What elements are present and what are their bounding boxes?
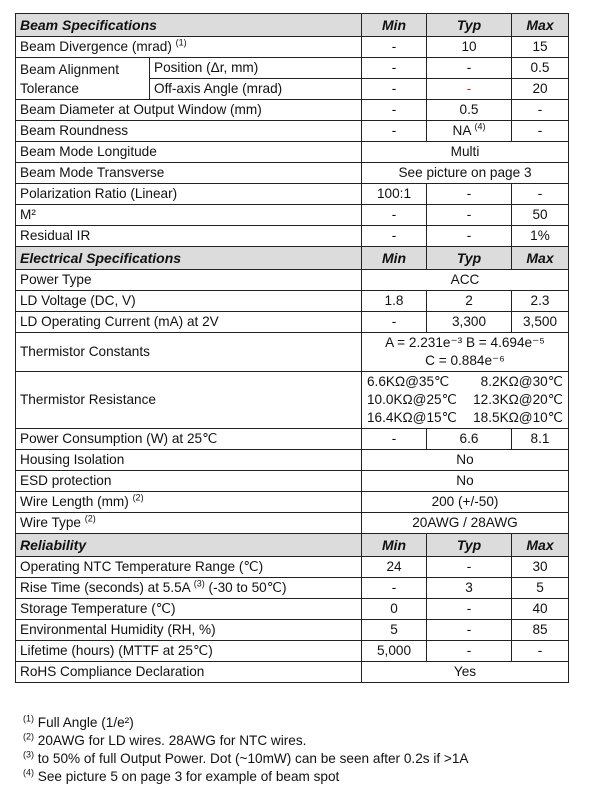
row-label: M²: [16, 205, 362, 226]
max-cell: 40: [512, 599, 569, 620]
table-row: [16, 58, 569, 79]
typ-cell: -: [427, 79, 512, 100]
max-cell: 2.3: [512, 291, 569, 312]
table-row: [16, 312, 569, 333]
row-label: Beam Mode Transverse: [16, 163, 362, 184]
min-cell: 0: [362, 599, 427, 620]
typ-cell: -: [427, 557, 512, 578]
typ-cell: 3: [427, 578, 512, 599]
row-label: LD Voltage (DC, V): [16, 291, 362, 312]
min-cell: 24: [362, 557, 427, 578]
table-row: [16, 450, 569, 471]
min-cell: 100:1: [362, 184, 427, 205]
table-row: [16, 270, 569, 291]
typ-cell: -: [427, 641, 512, 662]
typ-cell: -: [427, 184, 512, 205]
value-cell: No: [362, 450, 569, 471]
max-cell: 1%: [512, 226, 569, 247]
column-typ-header: Typ: [427, 14, 512, 37]
row-label: Environmental Humidity (RH, %): [16, 620, 362, 641]
resistance-value: 16.4KΩ@15℃: [367, 410, 457, 425]
table-row: [16, 184, 569, 205]
row-label: Residual IR: [16, 226, 362, 247]
min-cell: -: [362, 226, 427, 247]
electrical-section-header: [16, 247, 569, 270]
table-row: [16, 372, 569, 429]
column-max-header: Max: [512, 247, 569, 270]
table-row: [16, 513, 569, 534]
table-row: [16, 100, 569, 121]
typ-cell: 10: [427, 37, 512, 58]
table-row: [16, 142, 569, 163]
table-row: [16, 620, 569, 641]
typ-cell: NA $^{(4)}$: [427, 121, 512, 142]
resistance-value: 8.2KΩ@30℃: [480, 374, 563, 389]
constants-line-2: C = 0.884e⁻⁶: [425, 353, 505, 368]
typ-cell: -: [427, 205, 512, 226]
row-label: Polarization Ratio (Linear): [16, 184, 362, 205]
value-cell: ACC: [362, 270, 569, 291]
max-cell: 15: [512, 37, 569, 58]
row-label: Rise Time (seconds) at 5.5A $^{(3)}$ (-30 to 50℃): [16, 578, 362, 599]
typ-cell: 6.6: [427, 429, 512, 450]
value-cell: 20AWG / 28AWG: [362, 513, 569, 534]
row-label: Beam Roundness: [16, 121, 362, 142]
min-cell: 1.8: [362, 291, 427, 312]
typ-cell: 3,300: [427, 312, 512, 333]
section-title: Beam Specifications: [16, 14, 362, 37]
row-label: Thermistor Resistance: [16, 372, 362, 429]
max-cell: 30: [512, 557, 569, 578]
max-cell: 8.1: [512, 429, 569, 450]
max-cell: 50: [512, 205, 569, 226]
max-cell: 85: [512, 620, 569, 641]
column-typ-header: Typ: [427, 247, 512, 270]
table-row: [16, 205, 569, 226]
row-label: Position (Δr, mm): [150, 58, 362, 79]
max-cell: 0.5: [512, 58, 569, 79]
min-cell: -: [362, 100, 427, 121]
resistance-value: 12.3KΩ@20℃: [473, 392, 563, 407]
footnotes: [23, 714, 583, 786]
footnote: $^{(1)}$ Full Angle (1/e²): [23, 713, 134, 730]
table-row: [16, 121, 569, 142]
row-label: Lifetime (hours) (MTTF at 25℃): [16, 641, 362, 662]
max-cell: 3,500: [512, 312, 569, 333]
min-cell: -: [362, 578, 427, 599]
row-label: Beam Divergence (mrad) $^{(1)}$: [16, 37, 362, 58]
value-cell: [362, 372, 569, 429]
row-label: Operating NTC Temperature Range (℃): [16, 557, 362, 578]
column-min-header: Min: [362, 534, 427, 557]
section-title: Reliability: [16, 534, 362, 557]
row-label: Power Type: [16, 270, 362, 291]
value-cell: See picture on page 3: [362, 163, 569, 184]
row-label: Power Consumption (W) at 25℃: [16, 429, 362, 450]
column-max-header: Max: [512, 14, 569, 37]
table-row: [16, 37, 569, 58]
max-cell: -: [512, 641, 569, 662]
max-cell: -: [512, 121, 569, 142]
max-cell: 20: [512, 79, 569, 100]
resistance-value: 18.5KΩ@10℃: [473, 410, 563, 425]
table-row: [16, 163, 569, 184]
min-cell: -: [362, 429, 427, 450]
value-cell: Multi: [362, 142, 569, 163]
row-label: Wire Length (mm) $^{(2)}$: [16, 492, 362, 513]
row-label: Housing Isolation: [16, 450, 362, 471]
typ-cell: -: [427, 226, 512, 247]
footnote: $^{(3)}$ to 50% of full Output Power. Dot (~10mW) can be seen after 0.2s if >1A: [23, 749, 469, 766]
table-row: [16, 429, 569, 450]
row-label: ESD protection: [16, 471, 362, 492]
min-cell: -: [362, 58, 427, 79]
row-label: Thermistor Constants: [16, 333, 362, 372]
min-cell: 5,000: [362, 641, 427, 662]
value-cell: No: [362, 471, 569, 492]
constants-line-1: A = 2.231e⁻³ B = 4.694e⁻⁵: [385, 335, 545, 350]
row-label: RoHS Compliance Declaration: [16, 662, 362, 683]
table-row: [16, 641, 569, 662]
typ-cell: -: [427, 599, 512, 620]
typ-cell: -: [427, 620, 512, 641]
max-cell: -: [512, 184, 569, 205]
min-cell: 5: [362, 620, 427, 641]
typ-cell: 0.5: [427, 100, 512, 121]
row-label: LD Operating Current (mA) at 2V: [16, 312, 362, 333]
column-min-header: Min: [362, 247, 427, 270]
column-min-header: Min: [362, 14, 427, 37]
min-cell: -: [362, 121, 427, 142]
value-cell: 200 (+/-50): [362, 492, 569, 513]
table-row: [16, 226, 569, 247]
min-cell: -: [362, 79, 427, 100]
reliability-section-header: [16, 534, 569, 557]
resistance-line: [366, 373, 564, 391]
table-row: [16, 599, 569, 620]
row-label: Beam Mode Longitude: [16, 142, 362, 163]
max-cell: 5: [512, 578, 569, 599]
min-cell: -: [362, 205, 427, 226]
table-row: [16, 578, 569, 599]
table-row: [16, 291, 569, 312]
column-typ-header: Typ: [427, 534, 512, 557]
row-group-label: Beam Alignment Tolerance: [16, 58, 150, 100]
table-row: [16, 492, 569, 513]
row-label: Off-axis Angle (mrad): [150, 79, 362, 100]
row-label: Wire Type $^{(2)}$: [16, 513, 362, 534]
section-title: Electrical Specifications: [16, 247, 362, 270]
table-row: [16, 471, 569, 492]
resistance-value: 6.6KΩ@35℃: [367, 374, 450, 389]
table-row: [16, 333, 569, 372]
typ-cell: 2: [427, 291, 512, 312]
footnote: $^{(2)}$ 20AWG for LD wires. 28AWG for NTC wires.: [23, 731, 307, 748]
resistance-line: [366, 409, 564, 427]
resistance-value: 10.0KΩ@25℃: [367, 392, 457, 407]
footnote: $^{(4)}$ See picture 5 on page 3 for example of beam spot: [23, 767, 340, 784]
beam-section-header: [16, 14, 569, 37]
typ-cell: -: [427, 58, 512, 79]
row-label: Beam Diameter at Output Window (mm): [16, 100, 362, 121]
row-label: Storage Temperature (℃): [16, 599, 362, 620]
specifications-table: [15, 13, 569, 683]
table-row: [16, 662, 569, 683]
min-cell: -: [362, 37, 427, 58]
table-row: [16, 557, 569, 578]
min-cell: -: [362, 312, 427, 333]
max-cell: -: [512, 100, 569, 121]
value-cell: Yes: [362, 662, 569, 683]
resistance-line: [366, 391, 564, 409]
column-max-header: Max: [512, 534, 569, 557]
value-cell: [362, 333, 569, 372]
